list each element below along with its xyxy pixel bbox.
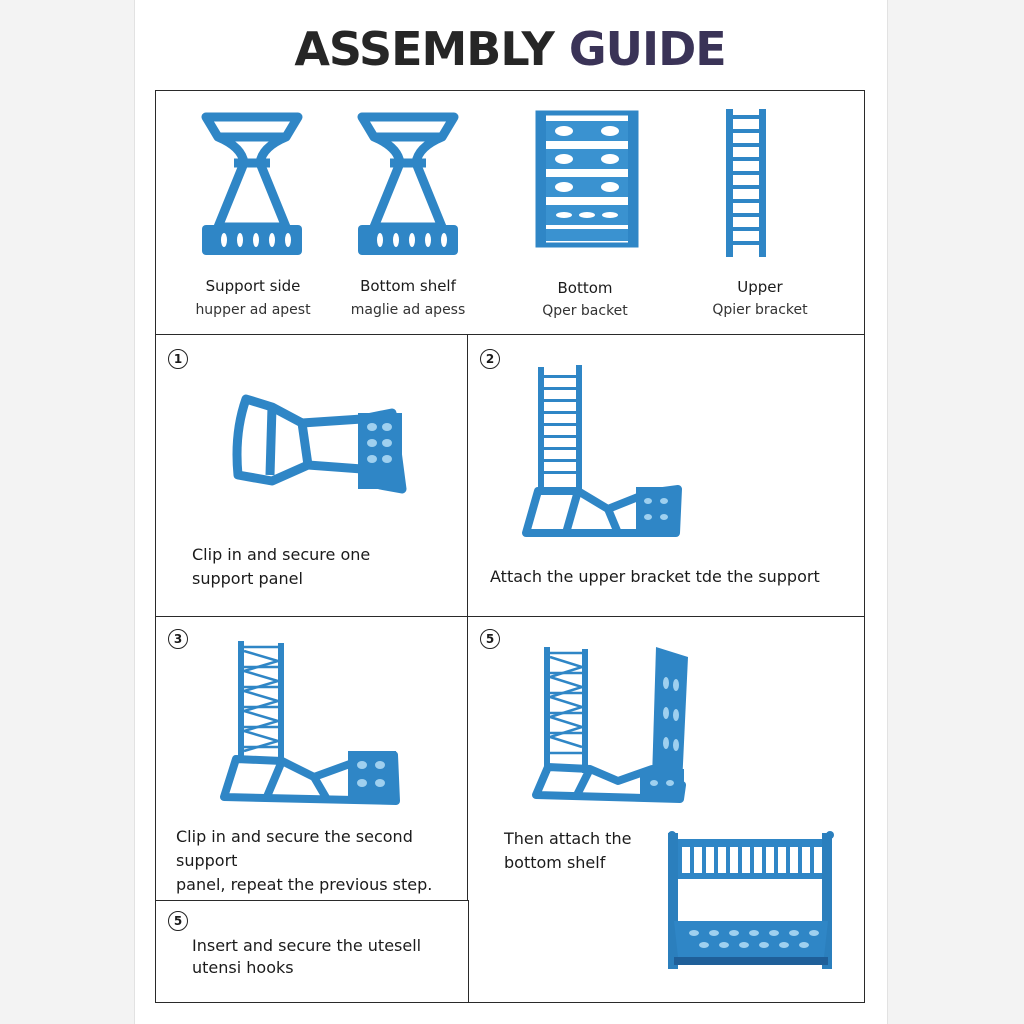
step-2-upper-bracket-on-support-icon (518, 363, 688, 543)
step-2-caption-line-1: Attach the upper bracket tde the support (490, 567, 820, 586)
part-label-bottom-shelf: Bottom shelf (360, 277, 456, 295)
page-title (134, 22, 886, 76)
step-5-hooks-panel (155, 900, 469, 1003)
step-5-shelf-caption-line-1: Then attach the (504, 829, 632, 848)
step-1-caption-line-1: Clip in and secure one (192, 545, 371, 564)
upper-bracket-icon (724, 109, 768, 257)
step-2-number: 2 (480, 349, 500, 369)
step-1-caption-line-2: support panel (192, 569, 303, 588)
step-3-caption (176, 825, 468, 897)
step-5-shelf-number: 5 (480, 629, 500, 649)
step-5-hooks-caption (192, 935, 421, 979)
step-3-number: 3 (168, 629, 188, 649)
step-5-hooks-number: 5 (168, 911, 188, 931)
step-5-hooks-caption-line-1: Insert and secure the utesell (192, 936, 422, 955)
step-5-shelf-panel (467, 616, 865, 1003)
step-3-caption-line-1: Clip in and secure the second support (176, 827, 413, 870)
step-3-panel (155, 616, 469, 902)
step-3-second-support-icon (218, 637, 408, 809)
step-1-support-panel-icon (232, 393, 412, 493)
part-sub-bottom: Qper backet (542, 303, 628, 319)
step-5-shelf-caption (504, 827, 631, 875)
part-label-upper: Upper (737, 278, 783, 296)
step-3-caption-line-2: panel, repeat the previous step. (176, 875, 433, 894)
step-2-panel (467, 334, 865, 618)
title-accent-text: GUIDE (568, 22, 726, 76)
step-5-two-supports-icon (532, 643, 692, 805)
part-sub-bottom-shelf: maglie ad apess (350, 302, 466, 318)
part-sub-support-side: hupper ad apest (195, 302, 311, 318)
part-sub-upper: Qpier bracket (712, 302, 808, 318)
step-1-caption (192, 543, 370, 591)
title-text: ASSEMBLY (294, 22, 569, 76)
parts-panel (155, 90, 865, 336)
bottom-bracket-icon (534, 111, 640, 247)
assembly-grid (155, 90, 865, 1003)
step-1-panel (155, 334, 469, 618)
support-side-icon (194, 111, 310, 261)
part-label-support-side: Support side (205, 277, 301, 295)
step-2-caption (490, 565, 820, 589)
step-5-hooks-caption-line-2: utensi hooks (192, 958, 294, 977)
step-1-number: 1 (168, 349, 188, 369)
bottom-shelf-icon (350, 111, 466, 261)
step-5-shelf-caption-line-2: bottom shelf (504, 853, 606, 872)
part-label-bottom: Bottom (557, 279, 613, 297)
assembled-dish-rack-icon (664, 829, 838, 975)
